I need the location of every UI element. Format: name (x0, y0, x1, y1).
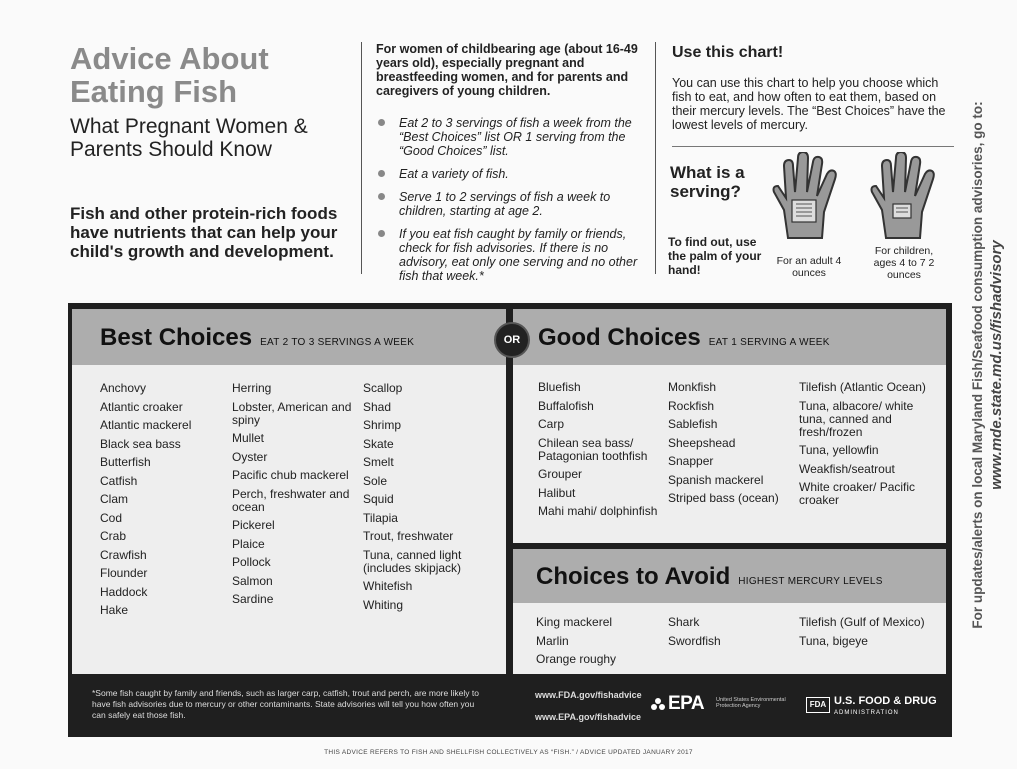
list-item: Grouper (538, 467, 583, 481)
list-item: Monkfish (668, 380, 717, 394)
best-choices-box (72, 309, 506, 674)
list-item: Whitefish (363, 579, 413, 593)
list-item: Shrimp (363, 418, 402, 432)
list-item: Flounder (100, 566, 148, 580)
adult-hand-icon (770, 152, 840, 244)
list-item: Trout, freshwater (363, 529, 454, 543)
list-item: Mullet (232, 431, 265, 445)
or-badge: OR (494, 322, 530, 358)
fda-subname: ADMINISTRATION (834, 710, 899, 716)
best-choices-col-1 (100, 382, 220, 623)
list-item: Tuna, canned light (includes skipjack) (363, 547, 462, 575)
bullet-item: Serve 1 to 2 servings of fish a week to children, starting at age 2. (376, 190, 652, 218)
list-item: Salmon (232, 573, 273, 588)
list-item: Smelt (363, 455, 394, 469)
list-item: Halibut (538, 485, 576, 500)
divider-horizontal (672, 146, 954, 147)
list-item: Pollock (232, 555, 271, 569)
list-item: Catfish (100, 473, 138, 488)
list-item: Orange roughy (536, 652, 617, 666)
list-item: Squid (363, 492, 394, 506)
avoid-choices-col-1 (536, 616, 666, 672)
bullet-item: Eat 2 to 3 servings of fish a week from the “Best Choices” list OR 1 serving from the “Good Choices” list. (376, 116, 652, 158)
list-item: Striped bass (ocean) (668, 491, 779, 505)
use-chart-text: You can use this chart to help you choose which fish to eat, and how often to eat them, based on their mercury levels. The “Best Choices” have the lowest levels of mercury. (672, 76, 946, 132)
bullet-item: If you eat fish caught by family or friends, check for fish advisories. If there is no advisory, eat only one serving and no other fish that week.* (376, 227, 652, 283)
list-item: Chilean sea bass/ Patagonian toothfish (538, 435, 648, 463)
list-item: Whiting (363, 597, 404, 612)
list-item: Rockfish (668, 398, 715, 413)
title-line-2: Eating Fish (70, 74, 238, 109)
list-item: Pacific chub mackerel (232, 468, 349, 482)
good-choices-box (513, 309, 946, 543)
footer-note: *Some fish caught by family and friends, such as larger carp, catfish, trout and perch, are more likely to have fish advisories due to mercury or other contaminants. State advisories will tell you how often you can safely eat those fish. (92, 688, 479, 720)
fda-link[interactable]: www.FDA.gov/fishadvice (535, 690, 642, 700)
list-item: Haddock (100, 584, 148, 599)
epa-logo: EPA (668, 693, 705, 714)
list-item: Herring (232, 381, 272, 395)
list-item: Weakfish/seatrout (799, 461, 895, 476)
list-item: Butterfish (100, 455, 151, 469)
best-choices-col-3 (363, 382, 503, 617)
good-choices-header (513, 309, 946, 365)
list-item: Crab (100, 529, 127, 543)
women-heading: For women of childbearing age (about 16-49 years old), especially pregnant and breastfeeding women, and for parents and caregivers of young children. (376, 42, 638, 98)
list-item: Oyster (232, 449, 268, 464)
list-item: Atlantic mackerel (100, 418, 192, 432)
epa-link[interactable]: www.EPA.gov/fishadvice (535, 712, 642, 722)
list-item: Sardine (232, 592, 274, 606)
title-line-1: Advice About (70, 41, 269, 76)
list-item: White croaker/ Pacific croaker (799, 480, 916, 507)
list-item: Sheepshead (668, 435, 736, 450)
best-choices-title: Best Choices EAT 2 TO 3 SERVINGS A WEEK (100, 324, 415, 351)
list-item: Spanish mackerel (668, 472, 764, 487)
good-choices-title: Good Choices EAT 1 SERVING A WEEK (538, 324, 830, 351)
advice-bullets (376, 116, 652, 292)
bottom-note: THIS ADVICE REFERS TO FISH AND SHELLFISH COLLECTIVELY AS “FISH.” / ADVICE UPDATED JANUARY 2017 (324, 749, 693, 756)
serving-question: What is a serving? (670, 163, 745, 201)
list-item: Skate (363, 436, 394, 451)
divider-right (655, 42, 656, 274)
list-item: Cod (100, 510, 123, 525)
avoid-choices-title: Choices to Avoid HIGHEST MERCURY LEVELS (536, 563, 883, 590)
find-out-text: To find out, use the palm of your hand! (668, 235, 762, 277)
avoid-choices-col-3 (799, 616, 929, 653)
list-item: Pickerel (232, 518, 275, 532)
fish-chart-panel (68, 303, 952, 737)
sidebar-advisory (958, 30, 1016, 700)
list-item: Perch, freshwater and ocean (232, 486, 350, 514)
best-choices-header (72, 309, 506, 365)
list-item: Black sea bass (100, 436, 181, 451)
list-item: Tuna, bigeye (799, 633, 868, 648)
good-choices-col-1 (538, 381, 660, 524)
list-item: Anchovy (100, 381, 147, 395)
fda-logo (834, 695, 937, 719)
page-title (70, 42, 350, 108)
list-item: Tilefish (Atlantic Ocean) (799, 380, 926, 394)
epa-logo-subtitle: United States Environmental Protection Agency (716, 697, 786, 709)
child-serving-caption: For children, ages 4 to 7 2 ounces (873, 245, 935, 281)
avoid-choices-box (513, 549, 946, 674)
list-item: Sablefish (668, 417, 718, 431)
avoid-choices-subtitle: HIGHEST MERCURY LEVELS (738, 576, 883, 587)
list-item: Mahi mahi/ dolphinfish (538, 504, 658, 518)
list-item: Clam (100, 492, 129, 506)
list-item: Carp (538, 417, 565, 431)
list-item: Sole (363, 473, 388, 488)
sidebar-text: For updates/alerts on local Maryland Fish/Seafood consumption advisories, go to: (970, 101, 985, 629)
epa-flower-icon (650, 697, 666, 713)
list-item: Lobster, American and spiny (232, 399, 352, 427)
list-item: Scallop (363, 381, 403, 395)
list-item: Bluefish (538, 380, 581, 394)
intro-text: Fish and other protein-rich foods have nutrients that can help your child's growth and development. (70, 204, 338, 261)
list-item: Tuna, yellowfin (799, 443, 879, 457)
bullet-item: Eat a variety of fish. (376, 167, 652, 181)
page-subtitle: What Pregnant Women & Parents Should Know (70, 115, 308, 161)
good-choices-subtitle: EAT 1 SERVING A WEEK (708, 337, 830, 348)
list-item: Shad (363, 399, 392, 414)
list-item: Tuna, albacore/ white tuna, canned and fresh/frozen (799, 398, 914, 439)
list-item: Plaice (232, 536, 265, 551)
avoid-choices-col-2 (668, 616, 778, 653)
list-item: Swordfish (668, 633, 721, 648)
list-item: Marlin (536, 633, 569, 648)
list-item: Tilefish (Gulf of Mexico) (799, 615, 925, 629)
use-chart-title: Use this chart! (672, 44, 784, 61)
list-item: Snapper (668, 454, 714, 468)
fda-name: U.S. FOOD & DRUG (834, 695, 937, 707)
divider-left (361, 42, 362, 274)
list-item: Crawfish (100, 547, 147, 562)
good-choices-col-3 (799, 381, 931, 513)
list-item: Atlantic croaker (100, 399, 183, 414)
list-item: King mackerel (536, 615, 613, 629)
avoid-choices-header (513, 549, 946, 603)
list-item: Tilapia (363, 510, 398, 525)
list-item: Buffalofish (538, 398, 594, 413)
list-item: Hake (100, 603, 129, 617)
good-choices-col-2 (668, 381, 780, 511)
list-item: Shark (668, 615, 700, 629)
fda-badge: FDA (806, 697, 830, 713)
best-choices-subtitle: EAT 2 TO 3 SERVINGS A WEEK (260, 337, 415, 348)
best-choices-col-2 (232, 382, 358, 612)
sidebar-url[interactable]: www.mde.state.md.us/fishadvisory (988, 240, 1005, 490)
adult-serving-caption: For an adult 4 ounces (776, 255, 842, 279)
child-hand-icon (868, 152, 938, 244)
